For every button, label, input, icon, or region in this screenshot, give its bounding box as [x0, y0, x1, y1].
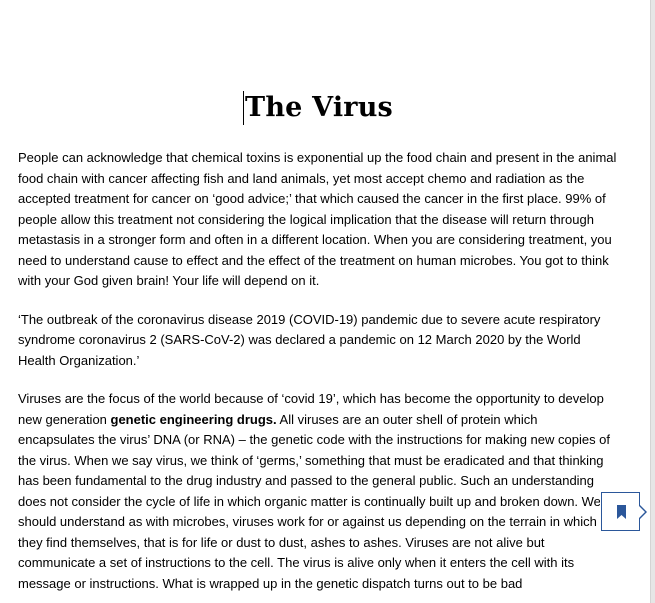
text-cursor [243, 91, 244, 125]
bookmark-icon [617, 505, 626, 519]
page-edge-scroll-region [650, 0, 655, 603]
paragraph-3 [18, 389, 616, 594]
document-title-text: The Virus [245, 92, 393, 123]
title-block [18, 86, 620, 130]
paragraph-3-rest: All viruses are an outer shell of protein which encapsulates the virus’ DNA (or RNA) – the genetic code with the instructions for making new copies of the virus. When we say virus, we think of ‘germs,’ something that must be eradicated and that thinking has been fundamental to the drug industry and passed to the general public. Such an understanding does not consider the cycle of life in which organic matter is continually built up and broken down. We should understand as with microbes, viruses work for or against us depending on the terrain in which they find themselves, that is for life or dust to dust, ashes to ashes. Viruses are not alive but communicate a set of instructions to the cell. The virus is alive only when it enters the cell with its message or instructions. What is wrapped up in the genetic dispatch turns out to be bad [18, 411, 611, 591]
bookmark-button[interactable] [601, 492, 640, 531]
document-title[interactable] [245, 86, 393, 130]
paragraph-1: People can acknowledge that chemical toxins is exponential up the food chain and present in the animal food chain with cancer affecting fish and land animals, yet most accept chemo and radiation as the accepted treatment for cancer on ‘good advice;’ that which caused the cancer in the first place. 99% of people allow this treatment not considering the logical implication that the disease will return through metastasis in a stronger form and often in a different location. When you are considering treatment, you need to understand cause to effect and the effect of the treatment on human microbes. You got to think with your God given brain! Your life will depend on it. [18, 150, 617, 288]
document-body[interactable] [18, 148, 620, 603]
paragraph-2-quote: ‘The outbreak of the coronavirus disease 2019 (COVID-19) pandemic due to severe acute respiratory syndrome coronavirus 2 (SARS-CoV-2) was declared a pandemic on 12 March 2020 by the World Health Organization.’ [18, 311, 601, 368]
paragraph-3-bold-phrase: genetic engineering drugs. [110, 411, 277, 427]
paragraph-3-intro: Viruses are the focus of the world because of ‘covid 19’, which has become the opportunity to develop new generation [18, 391, 604, 427]
